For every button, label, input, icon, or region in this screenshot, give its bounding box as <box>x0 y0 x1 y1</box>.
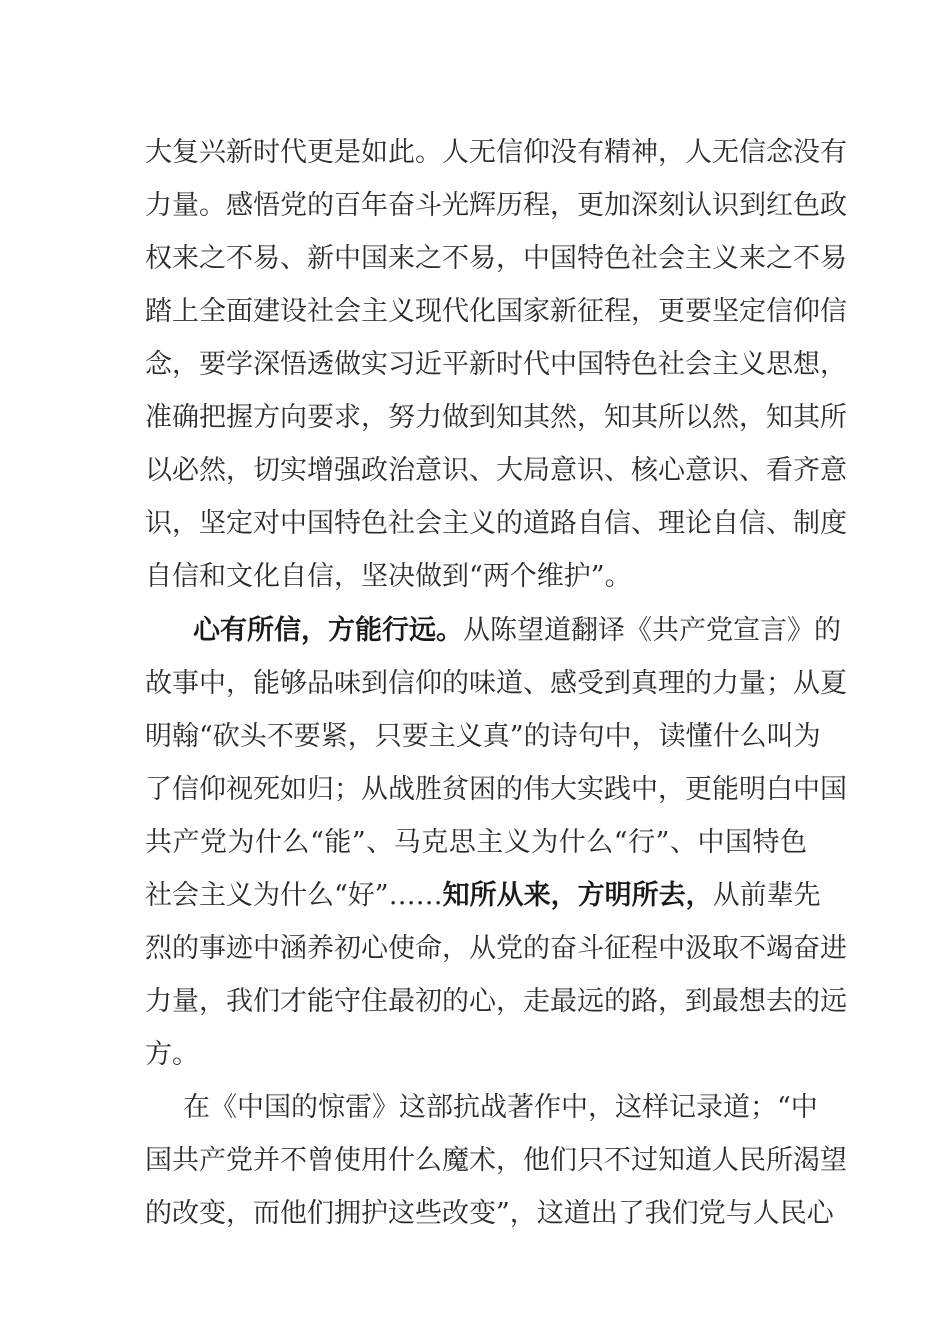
text-line: 力量，我们才能守住最初的心，走最远的路，到最想去的远 <box>145 986 847 1017</box>
bold-phrase: 知所从来，方明所去， <box>442 880 713 911</box>
text-line: 烈的事迹中涵养初心使命，从党的奋斗征程中汲取不竭奋进 <box>145 933 847 964</box>
text-line: 踏上全面建设社会主义现代化国家新征程，更要坚定信仰信 <box>145 296 847 327</box>
text-line: 权来之不易、新中国来之不易，中国特色社会主义来之不易 <box>145 243 847 274</box>
text-line: 故事中，能够品味到信仰的味道、感受到真理的力量；从夏 <box>145 668 847 699</box>
text-line: 以必然，切实增强政治意识、大局意识、核心意识、看齐意 <box>145 455 847 486</box>
text-line: 明翰“砍头不要紧，只要主义真”的诗句中，读懂什么叫为 <box>145 721 821 752</box>
text-line <box>193 605 841 657</box>
text-line: 大复兴新时代更是如此。人无信仰没有精神，人无信念没有 <box>145 137 847 168</box>
text-line <box>145 870 821 922</box>
text-line: 自信和文化自信，坚决做到“两个维护”。 <box>145 561 632 592</box>
text-line: 共产党为什么“能”、马克思主义为什么“行”、中国特色 <box>145 827 807 858</box>
bold-heading: 心有所信，方能行远。 <box>193 615 463 646</box>
text-line: 了信仰视死如归；从战胜贫困的伟大实践中，更能明白中国 <box>145 774 847 805</box>
text-line: 国共产党并不曾使用什么魔术，他们只不过知道人民所渴望 <box>145 1145 847 1176</box>
text-line: 识，坚定对中国特色社会主义的道路自信、理论自信、制度 <box>145 508 847 539</box>
text-span: 社会主义为什么“好”…… <box>145 880 443 911</box>
text-line: 在《中国的惊雷》这部抗战著作中，这样记录道；“中 <box>183 1092 818 1123</box>
text-line: 方。 <box>145 1039 199 1070</box>
text-line: 准确把握方向要求，努力做到知其然，知其所以然，知其所 <box>145 402 847 433</box>
text-line: 念，要学深悟透做实习近平新时代中国特色社会主义思想， <box>145 349 847 380</box>
text-line: 力量。感悟党的百年奋斗光辉历程，更加深刻认识到红色政 <box>145 190 847 221</box>
text-line: 的改变，而他们拥护这些改变”，这道出了我们党与人民心 <box>145 1198 834 1229</box>
text-span: 从前辈先 <box>712 880 821 911</box>
text-span: 从陈望道翻译《共产党宣言》的 <box>463 615 841 646</box>
